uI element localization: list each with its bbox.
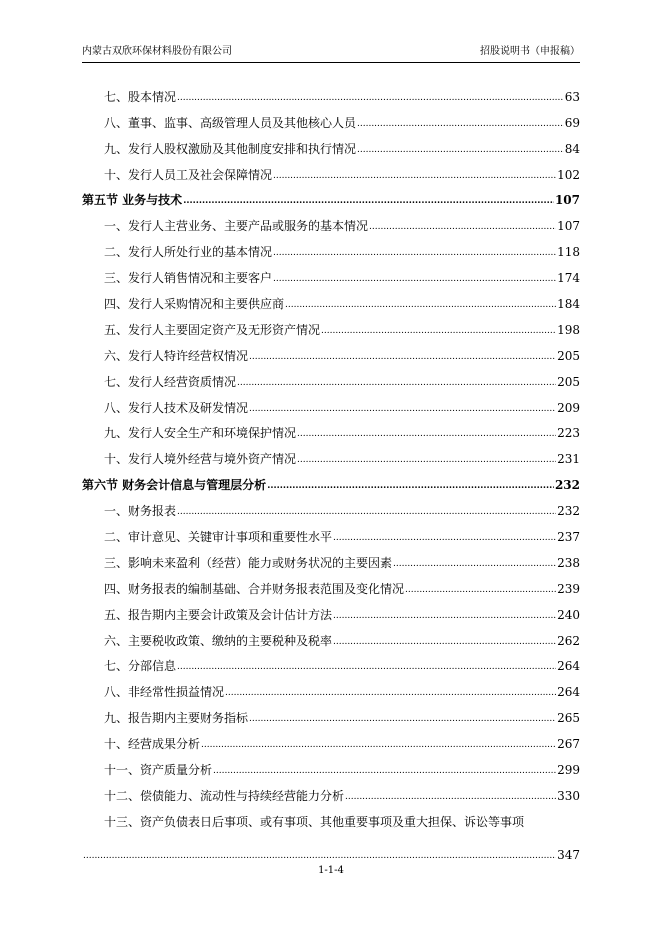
toc-entry[interactable]	[82, 311, 580, 337]
toc-leader-dots	[249, 404, 556, 415]
toc-entry[interactable]	[82, 415, 580, 441]
toc-entry-page: 347	[557, 847, 580, 862]
toc-leader-dots	[273, 274, 556, 285]
toc-entry[interactable]	[82, 440, 580, 466]
toc-leader-dots	[285, 300, 556, 311]
toc-entry[interactable]	[82, 699, 580, 725]
toc-entry[interactable]	[82, 492, 580, 518]
toc-entry-label: 十一、资产质量分析	[104, 763, 213, 778]
toc-entry-label: 六、发行人特许经营权情况	[104, 348, 249, 363]
toc-leader-dots	[213, 766, 556, 777]
toc-leader-dots	[273, 248, 556, 259]
toc-entry-label: 一、财务报表	[104, 504, 177, 519]
toc-entry[interactable]	[82, 233, 580, 259]
toc-leader-dots	[237, 378, 556, 389]
toc-entry[interactable]	[82, 544, 580, 570]
toc-entry-label: 十二、偿债能力、流动性与持续经营能力分析	[104, 788, 345, 803]
toc-entry-label: 十、发行人员工及社会保障情况	[104, 167, 273, 182]
toc-entry[interactable]	[82, 777, 580, 803]
toc-entry[interactable]	[82, 622, 580, 648]
toc-entry-label: 四、财务报表的编制基础、合并财务报表范围及变化情况	[104, 581, 405, 596]
toc-leader-dots	[345, 792, 556, 803]
toc-leader-dots	[201, 740, 556, 751]
header-rule	[82, 62, 580, 63]
toc-section-page: 232	[554, 478, 580, 493]
toc-entry[interactable]	[82, 751, 580, 777]
toc-entry[interactable]	[82, 130, 580, 156]
toc-entry-page: 63	[564, 89, 580, 104]
header-company: 内蒙古双欣环保材料股份有限公司	[82, 46, 232, 57]
toc-entry[interactable]	[82, 104, 580, 130]
toc-section-label: 第六节 财务会计信息与管理层分析	[82, 478, 267, 493]
toc-entry[interactable]	[82, 803, 580, 862]
toc-leader-dots	[393, 559, 556, 570]
toc-entry-label: 七、发行人经营资质情况	[104, 374, 237, 389]
toc-section[interactable]	[82, 466, 580, 492]
toc-entry-page: 118	[557, 245, 580, 260]
toc-leader-dots	[273, 171, 556, 182]
toc-entry-page: 330	[557, 788, 580, 803]
toc-entry-page: 205	[557, 374, 580, 389]
toc-entry-label: 七、分部信息	[104, 659, 177, 674]
page-number: 1-1-4	[318, 865, 344, 876]
toc-leader-dots	[83, 851, 556, 862]
toc-entry-page: 174	[557, 271, 580, 286]
toc-entry-page: 262	[557, 633, 580, 648]
toc-entry-label: 二、审计意见、关键审计事项和重要性水平	[104, 530, 333, 545]
toc-entry-page: 198	[557, 322, 580, 337]
page-footer	[0, 865, 662, 876]
toc-leader-dots	[333, 611, 556, 622]
toc-entry[interactable]	[82, 285, 580, 311]
toc-entry-label: 九、发行人股权激励及其他制度安排和执行情况	[104, 141, 357, 156]
toc-entry-page: 84	[564, 141, 580, 156]
toc-section-page: 107	[554, 193, 580, 208]
toc-entry-label: 五、发行人主要固定资产及无形资产情况	[104, 322, 321, 337]
toc-leader-dots	[333, 637, 556, 648]
toc-entry-page: 223	[557, 426, 580, 441]
toc-entry[interactable]	[82, 648, 580, 674]
toc-section[interactable]	[82, 182, 580, 208]
toc-entry-page: 205	[557, 348, 580, 363]
toc-entry[interactable]	[82, 337, 580, 363]
toc-entry[interactable]	[82, 363, 580, 389]
toc-leader-dots	[183, 196, 554, 207]
toc-entry-label: 六、主要税收政策、缴纳的主要税种及税率	[104, 633, 333, 648]
toc-entry-label: 九、报告期内主要财务指标	[104, 711, 249, 726]
toc-entry[interactable]	[82, 518, 580, 544]
toc-entry[interactable]	[82, 570, 580, 596]
toc-leader-dots	[177, 662, 556, 673]
toc-entry[interactable]	[82, 259, 580, 285]
toc-entry-label: 二、发行人所处行业的基本情况	[104, 245, 273, 260]
toc-leader-dots	[321, 326, 556, 337]
toc-leader-dots	[225, 688, 556, 699]
toc-section-label: 第五节 业务与技术	[82, 193, 183, 208]
toc-entry-label: 八、发行人技术及研发情况	[104, 400, 249, 415]
toc-leader-dots	[297, 455, 556, 466]
toc-entry-label: 十、经营成果分析	[104, 737, 201, 752]
toc-entry[interactable]	[82, 596, 580, 622]
toc-entry-page: 209	[557, 400, 580, 415]
toc-entry-label: 一、发行人主营业务、主要产品或服务的基本情况	[104, 219, 369, 234]
toc-leader-dots	[177, 93, 564, 104]
toc-leader-dots	[297, 429, 556, 440]
toc-leader-dots	[369, 222, 556, 233]
toc-entry-label: 十三、资产负债表日后事项、或有事项、其他重要事项及重大担保、诉讼等事项	[104, 814, 525, 829]
toc-entry[interactable]	[82, 78, 580, 104]
toc-entry-page: 69	[564, 115, 580, 130]
toc-leader-dots	[249, 352, 556, 363]
toc-entry-page: 264	[557, 659, 580, 674]
toc-entry-page: 265	[557, 711, 580, 726]
toc-entry-label: 四、发行人采购情况和主要供应商	[104, 297, 285, 312]
toc-leader-dots	[357, 119, 564, 130]
toc-entry-label: 九、发行人安全生产和环境保护情况	[104, 426, 297, 441]
toc-entry-page: 107	[557, 219, 580, 234]
toc-entry[interactable]	[82, 673, 580, 699]
toc-leader-dots	[357, 145, 564, 156]
toc-leader-dots	[267, 481, 554, 492]
toc-entry-page: 231	[557, 452, 580, 467]
toc-leader-dots	[249, 714, 556, 725]
toc-entry[interactable]	[82, 156, 580, 182]
toc-entry-label: 五、报告期内主要会计政策及会计估计方法	[104, 607, 333, 622]
toc-entry-page: 239	[557, 581, 580, 596]
toc-entry-label: 七、股本情况	[104, 89, 177, 104]
toc-entry[interactable]	[82, 389, 580, 415]
toc-entry[interactable]	[82, 725, 580, 751]
toc-entry-page: 237	[557, 530, 580, 545]
toc-entry-label: 八、董事、监事、高级管理人员及其他核心人员	[104, 115, 357, 130]
toc-leader-dots	[405, 585, 556, 596]
toc-entry-page: 299	[557, 763, 580, 778]
toc-entry-label: 十、发行人境外经营与境外资产情况	[104, 452, 297, 467]
toc-entry-page: 232	[557, 504, 580, 519]
toc-entry-page: 184	[557, 297, 580, 312]
toc-entry-page: 267	[557, 737, 580, 752]
toc-entry-label: 三、影响未来盈利（经营）能力或财务状况的主要因素	[104, 555, 393, 570]
toc-leader-dots	[333, 533, 556, 544]
toc-entry[interactable]	[82, 207, 580, 233]
toc-entry-page: 264	[557, 685, 580, 700]
header-doc-title: 招股说明书（申报稿）	[480, 46, 580, 57]
toc-entry-label: 八、非经常性损益情况	[104, 685, 225, 700]
toc-leader-dots	[177, 507, 556, 518]
page-header	[82, 44, 580, 60]
toc-entry-page: 102	[557, 167, 580, 182]
table-of-contents	[82, 78, 580, 862]
toc-entry-page: 240	[557, 607, 580, 622]
toc-entry-label: 三、发行人销售情况和主要客户	[104, 271, 273, 286]
toc-entry-page: 238	[557, 555, 580, 570]
